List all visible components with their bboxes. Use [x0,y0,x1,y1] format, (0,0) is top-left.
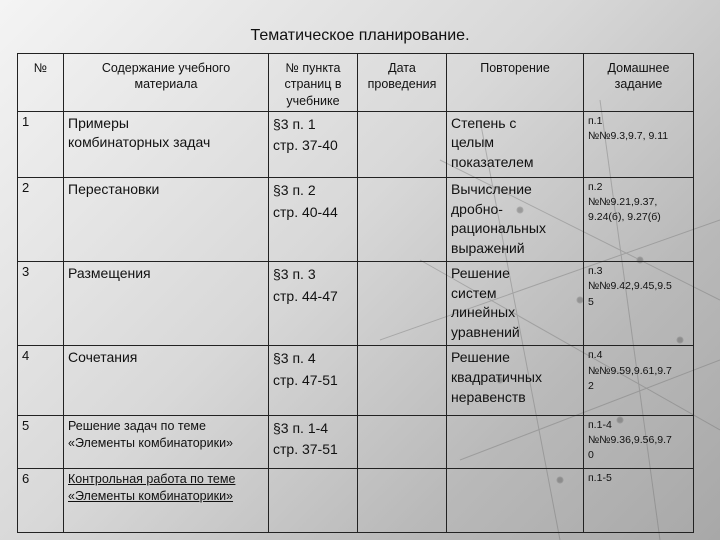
row-pages: §3 п. 2 стр. 40-44 [269,177,358,261]
row-pages: §3 п. 3 стр. 44-47 [269,262,358,346]
table-row [18,468,694,532]
row-homework: п.4 №№9.59,9.61,9.7 2 [584,346,694,415]
header-date: Дата проведения [358,54,447,112]
header-num: № [18,54,64,112]
row-content: Примеры комбинаторных задач [64,111,269,177]
row-date [358,415,447,468]
row-content: Сочетания [64,346,269,415]
header-pages: № пункта страниц в учебнике [269,54,358,112]
row-date [358,346,447,415]
row-num: 3 [18,262,64,346]
row-pages: §3 п. 1-4 стр. 37-51 [269,415,358,468]
row-pages: §3 п. 1 стр. 37-40 [269,111,358,177]
row-num: 1 [18,111,64,177]
row-review: Вычисление дробно- рациональных выражений [447,177,584,261]
row-num: 6 [18,468,64,532]
table-row [18,415,694,468]
row-content [64,468,269,532]
row-date [358,262,447,346]
row-date [358,111,447,177]
table-row [18,177,694,261]
row-homework: п.1-5 [584,468,694,532]
row-homework: п.3 №№9.42,9.45,9.5 5 [584,262,694,346]
header-review: Повторение [447,54,584,112]
row-num: 4 [18,346,64,415]
row-num: 5 [18,415,64,468]
header-homework: Домашнее задание [584,54,694,112]
row-review [447,415,584,468]
row-content-text: Контрольная работа по теме «Элементы комбинаторики» [68,471,236,503]
row-homework: п.1 №№9.3,9.7, 9.11 [584,111,694,177]
row-review: Решение систем линейных уравнений [447,262,584,346]
row-content: Перестановки [64,177,269,261]
table-row [18,262,694,346]
row-review: Степень с целым показателем [447,111,584,177]
row-homework: п.2 №№9.21,9.37, 9.24(б), 9.27(б) [584,177,694,261]
row-pages: §3 п. 4 стр. 47-51 [269,346,358,415]
header-content: Содержание учебного материала [64,54,269,112]
row-date [358,177,447,261]
row-content: Решение задач по теме «Элементы комбинаторики» [64,415,269,468]
row-pages [269,468,358,532]
row-homework: п.1-4 №№9.36,9.56,9.7 0 [584,415,694,468]
row-date [358,468,447,532]
row-review [447,468,584,532]
page-title: Тематическое планирование. [250,27,470,44]
table-header-row [18,54,694,112]
planning-table [17,53,694,533]
row-content: Размещения [64,262,269,346]
row-review: Решение квадратичных неравенств [447,346,584,415]
row-num: 2 [18,177,64,261]
table-row [18,346,694,415]
table-row [18,111,694,177]
